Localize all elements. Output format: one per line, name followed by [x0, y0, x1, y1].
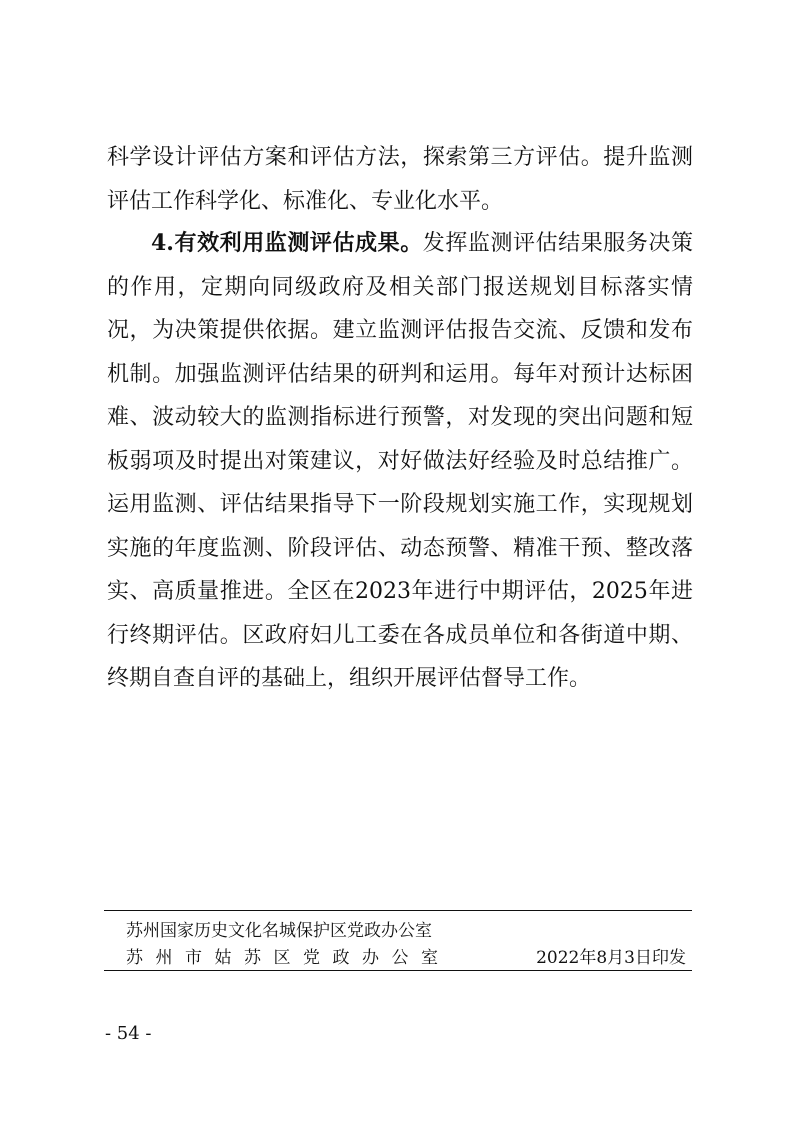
footer-bottom-rule — [104, 970, 692, 971]
page-number: - 54 - — [105, 1023, 152, 1044]
footer-top-rule — [104, 910, 692, 911]
issue-date: 2022年8月3日印发 — [536, 948, 686, 968]
paragraph-evaluation-methods: 科学设计评估方案和评估方法，探索第三方评估。提升监测评估工作科学化、标准化、专业化水平。 — [107, 145, 693, 214]
issuer-row — [126, 946, 686, 970]
section-heading-4: 4.有效利用监测评估成果。 — [151, 230, 423, 256]
issuer-office-1: 苏州国家历史文化名城保护区党政办公室 — [126, 921, 432, 941]
paragraph-body: 发挥监测评估结果服务决策的作用，定期向同级政府及相关部门报送规划目标落实情况，为决策提供依据。建立监测评估报告交流、反馈和发布机制。加强监测评估结果的研判和运用。每年对预计达标困难、波动较大的监测指标进行预警，对发现的突出问题和短板弱项及时提出对策建议，对好做法好经验及时总结推广。运用监测、评估结果指导下一阶段规划实施工作，实现规划实施的年度监测、阶段评估、动态预警、精准干预、整改落实、高质量推进。全区在2023年进行中期评估，2025年进行终期评估。区政府妇儿工委在各成员单位和各街道中期、终期自查自评的基础上，组织开展评估督导工作。 — [107, 231, 693, 691]
issuer-office-2: 苏州市姑苏区党政办公室 — [126, 948, 451, 968]
paragraph-use-evaluation-results — [107, 222, 693, 701]
